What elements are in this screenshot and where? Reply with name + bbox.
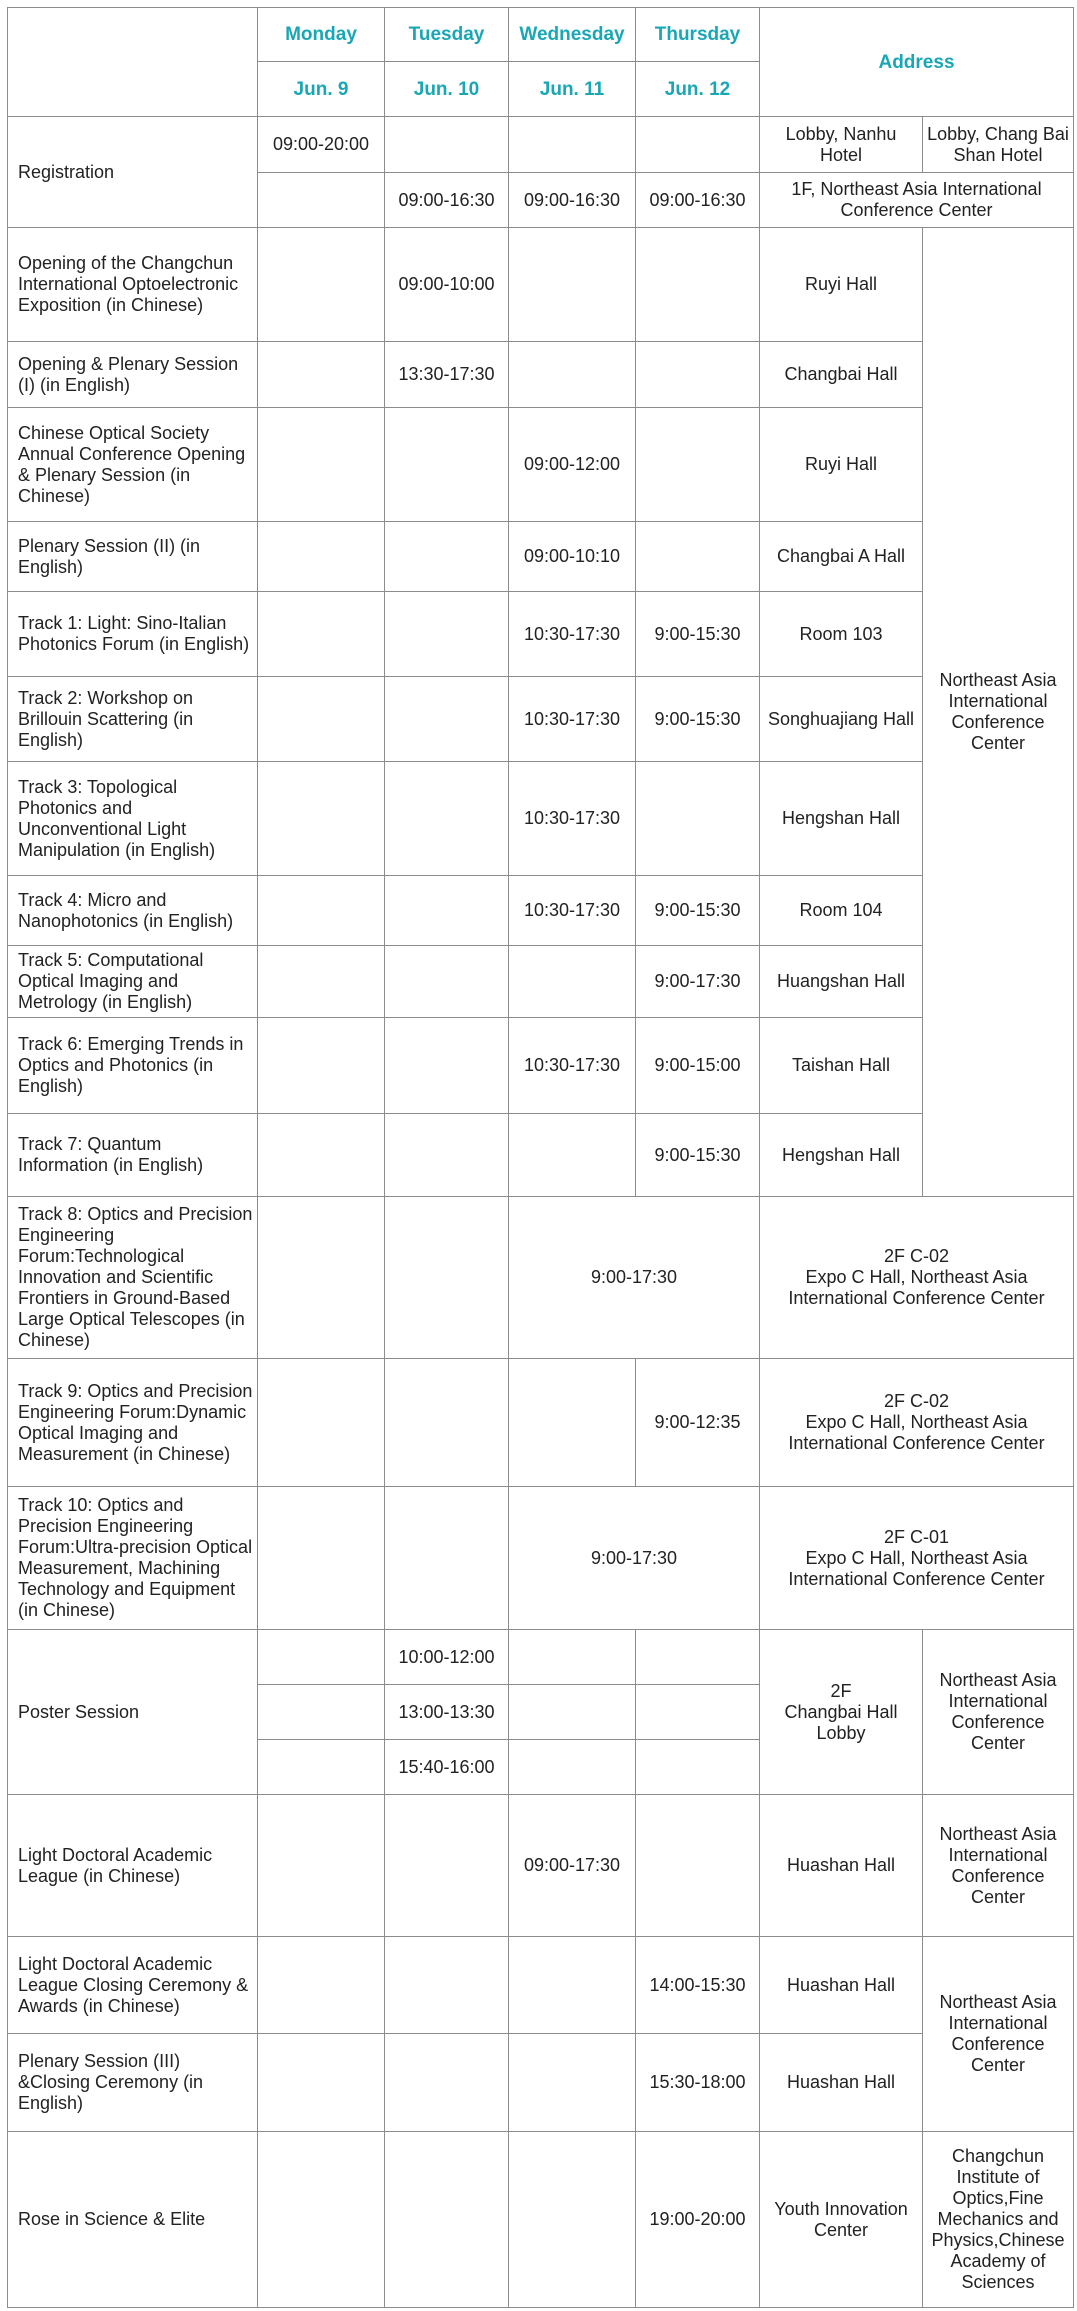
empty-cell <box>385 677 509 762</box>
event-track-9: Track 9: Optics and Precision Engineering Forum:Dynamic Optical Imaging and Measurement (in Chinese) <box>8 1359 258 1487</box>
header-date-wednesday: Jun. 11 <box>509 62 636 117</box>
time-cell: 10:00-12:00 <box>385 1630 509 1685</box>
empty-cell <box>385 1114 509 1197</box>
empty-cell <box>258 1018 385 1114</box>
empty-cell <box>509 946 636 1018</box>
center-cell: Northeast Asia International Conference Center <box>923 1937 1074 2132</box>
empty-cell <box>636 1740 760 1795</box>
time-cell: 9:00-15:30 <box>636 876 760 946</box>
time-cell: 13:30-17:30 <box>385 342 509 408</box>
time-cell: 9:00-15:30 <box>636 677 760 762</box>
time-cell: 09:00-10:10 <box>509 522 636 592</box>
time-cell: 9:00-12:35 <box>636 1359 760 1487</box>
venue-cell: Room 103 <box>760 592 923 677</box>
event-track-2: Track 2: Workshop on Brillouin Scattering (in English) <box>8 677 258 762</box>
venue-cell <box>760 1630 923 1795</box>
empty-cell <box>636 117 760 173</box>
address-cell: Lobby, Nanhu Hotel <box>760 117 923 173</box>
empty-cell <box>258 1630 385 1685</box>
venue-cell: Huashan Hall <box>760 2034 923 2132</box>
address-line: Expo C Hall, Northeast Asia International Conference Center <box>788 1412 1045 1453</box>
empty-cell <box>509 342 636 408</box>
event-cos-opening: Chinese Optical Society Annual Conference Opening & Plenary Session (in Chinese) <box>8 408 258 522</box>
empty-cell <box>385 408 509 522</box>
time-cell: 10:30-17:30 <box>509 592 636 677</box>
empty-cell <box>258 592 385 677</box>
empty-cell <box>258 1197 385 1359</box>
time-cell: 9:00-17:30 <box>509 1487 760 1630</box>
header-day-wednesday: Wednesday <box>509 8 636 62</box>
time-cell: 15:30-18:00 <box>636 2034 760 2132</box>
venue-cell: Huashan Hall <box>760 1937 923 2034</box>
venue-cell: Hengshan Hall <box>760 1114 923 1197</box>
event-track-5: Track 5: Computational Optical Imaging and Metrology (in English) <box>8 946 258 1018</box>
time-cell: 09:00-16:30 <box>636 173 760 228</box>
address-line: 2F C-01 <box>883 1526 950 1547</box>
empty-cell <box>636 762 760 876</box>
time-cell: 10:30-17:30 <box>509 876 636 946</box>
time-cell: 09:00-16:30 <box>385 173 509 228</box>
institute-cell: Changchun Institute of Optics,Fine Mechanics and Physics,Chinese Academy of Sciences <box>923 2132 1074 2308</box>
time-cell: 9:00-15:00 <box>636 1018 760 1114</box>
event-track-7: Track 7: Quantum Information (in English) <box>8 1114 258 1197</box>
address-cell <box>760 1359 1074 1487</box>
empty-cell <box>385 2034 509 2132</box>
main-center-cell: Northeast Asia International Conference Center <box>923 228 1074 1197</box>
time-cell: 09:00-10:00 <box>385 228 509 342</box>
empty-cell <box>509 1740 636 1795</box>
event-track-4: Track 4: Micro and Nanophotonics (in English) <box>8 876 258 946</box>
address-cell <box>760 1487 1074 1630</box>
empty-cell <box>258 408 385 522</box>
center-cell: Northeast Asia International Conference Center <box>923 1795 1074 1937</box>
time-cell: 10:30-17:30 <box>509 1018 636 1114</box>
empty-cell <box>385 2132 509 2308</box>
empty-cell <box>509 2132 636 2308</box>
time-cell: 09:00-12:00 <box>509 408 636 522</box>
event-track-8: Track 8: Optics and Precision Engineering Forum:Technological Innovation and Scientific Frontiers in Ground-Based Large Optical Telescopes (in Chinese) <box>8 1197 258 1359</box>
address-line: Expo C Hall, Northeast Asia International Conference Center <box>788 1267 1045 1308</box>
empty-cell <box>385 522 509 592</box>
empty-cell <box>385 1937 509 2034</box>
empty-cell <box>385 1795 509 1937</box>
event-doctoral-closing: Light Doctoral Academic League Closing Ceremony & Awards (in Chinese) <box>8 1937 258 2034</box>
empty-cell <box>385 1018 509 1114</box>
empty-cell <box>509 117 636 173</box>
empty-cell <box>258 228 385 342</box>
time-cell: 14:00-15:30 <box>636 1937 760 2034</box>
address-line: Expo C Hall, Northeast Asia International Conference Center <box>788 1547 1045 1589</box>
venue-cell: Youth Innovation Center <box>760 2132 923 2308</box>
empty-cell <box>258 1740 385 1795</box>
time-cell: 9:00-17:30 <box>636 946 760 1018</box>
time-cell: 13:00-13:30 <box>385 1685 509 1740</box>
empty-cell <box>385 762 509 876</box>
empty-cell <box>636 1685 760 1740</box>
empty-cell <box>509 228 636 342</box>
empty-cell <box>258 173 385 228</box>
empty-cell <box>385 1197 509 1359</box>
event-track-3: Track 3: Topological Photonics and Unconventional Light Manipulation (in English) <box>8 762 258 876</box>
time-cell: 9:00-15:30 <box>636 1114 760 1197</box>
empty-cell <box>385 592 509 677</box>
time-cell: 9:00-15:30 <box>636 592 760 677</box>
schedule-table <box>7 7 1074 2308</box>
event-opening-plenary: Opening & Plenary Session (I) (in English) <box>8 342 258 408</box>
event-doctoral-league: Light Doctoral Academic League (in Chinese) <box>8 1795 258 1937</box>
event-rose-in-science: Rose in Science & Elite <box>8 2132 258 2308</box>
empty-cell <box>509 2034 636 2132</box>
time-cell: 10:30-17:30 <box>509 677 636 762</box>
empty-cell <box>636 1795 760 1937</box>
header-day-thursday: Thursday <box>636 8 760 62</box>
time-cell: 9:00-17:30 <box>509 1197 760 1359</box>
time-cell: 15:40-16:00 <box>385 1740 509 1795</box>
event-track-10: Track 10: Optics and Precision Engineering Forum:Ultra-precision Optical Measurement, Machining Technology and Equipment (in Chinese) <box>8 1487 258 1630</box>
venue-cell: Taishan Hall <box>760 1018 923 1114</box>
venue-cell: Ruyi Hall <box>760 408 923 522</box>
time-cell: 09:00-16:30 <box>509 173 636 228</box>
empty-cell <box>258 522 385 592</box>
empty-cell <box>258 1685 385 1740</box>
time-cell: 19:00-20:00 <box>636 2132 760 2308</box>
empty-cell <box>385 946 509 1018</box>
empty-cell <box>636 1630 760 1685</box>
empty-cell <box>509 1937 636 2034</box>
header-address: Address <box>760 8 1074 117</box>
header-date-tuesday: Jun. 10 <box>385 62 509 117</box>
header-date-thursday: Jun. 12 <box>636 62 760 117</box>
header-day-tuesday: Tuesday <box>385 8 509 62</box>
address-cell <box>760 1197 1074 1359</box>
empty-cell <box>385 876 509 946</box>
venue-cell: Hengshan Hall <box>760 762 923 876</box>
empty-cell <box>509 1685 636 1740</box>
venue-cell: Room 104 <box>760 876 923 946</box>
time-cell: 09:00-17:30 <box>509 1795 636 1937</box>
empty-cell <box>258 2132 385 2308</box>
empty-cell <box>636 522 760 592</box>
empty-cell <box>636 342 760 408</box>
empty-cell <box>385 117 509 173</box>
empty-cell <box>258 677 385 762</box>
event-track-6: Track 6: Emerging Trends in Optics and Photonics (in English) <box>8 1018 258 1114</box>
address-line: 2F C-02 <box>883 1246 950 1266</box>
event-poster-session: Poster Session <box>8 1630 258 1795</box>
address-cell: Lobby, Chang Bai Shan Hotel <box>923 117 1074 173</box>
venue-cell: Huashan Hall <box>760 1795 923 1937</box>
event-track-1: Track 1: Light: Sino-Italian Photonics Forum (in English) <box>8 592 258 677</box>
address-line: 2F C-02 <box>883 1391 950 1411</box>
venue-cell: Huangshan Hall <box>760 946 923 1018</box>
venue-cell: Songhuajiang Hall <box>760 677 923 762</box>
empty-cell <box>385 1487 509 1630</box>
header-corner <box>8 8 258 117</box>
venue-line: Changbai Hall Lobby <box>784 1701 898 1743</box>
empty-cell <box>636 408 760 522</box>
empty-cell <box>385 1359 509 1487</box>
empty-cell <box>258 2034 385 2132</box>
center-cell: Northeast Asia International Conference Center <box>923 1630 1074 1795</box>
event-opening-expo: Opening of the Changchun International Optoelectronic Exposition (in Chinese) <box>8 228 258 342</box>
empty-cell <box>258 762 385 876</box>
empty-cell <box>258 1937 385 2034</box>
venue-cell: Changbai Hall <box>760 342 923 408</box>
header-date-monday: Jun. 9 <box>258 62 385 117</box>
event-plenary-3: Plenary Session (III) &Closing Ceremony (in English) <box>8 2034 258 2132</box>
empty-cell <box>509 1114 636 1197</box>
header-day-monday: Monday <box>258 8 385 62</box>
venue-cell: Ruyi Hall <box>760 228 923 342</box>
empty-cell <box>258 1795 385 1937</box>
empty-cell <box>258 1114 385 1197</box>
empty-cell <box>258 876 385 946</box>
empty-cell <box>258 1487 385 1630</box>
time-cell: 10:30-17:30 <box>509 762 636 876</box>
empty-cell <box>258 1359 385 1487</box>
empty-cell <box>258 946 385 1018</box>
venue-cell: Changbai A Hall <box>760 522 923 592</box>
empty-cell <box>509 1630 636 1685</box>
venue-line: 2F <box>830 1680 852 1701</box>
empty-cell <box>258 342 385 408</box>
event-plenary-2: Plenary Session (II) (in English) <box>8 522 258 592</box>
empty-cell <box>636 228 760 342</box>
time-cell: 09:00-20:00 <box>258 117 385 173</box>
event-registration: Registration <box>8 117 258 228</box>
address-cell: 1F, Northeast Asia International Conference Center <box>760 173 1074 228</box>
empty-cell <box>509 1359 636 1487</box>
